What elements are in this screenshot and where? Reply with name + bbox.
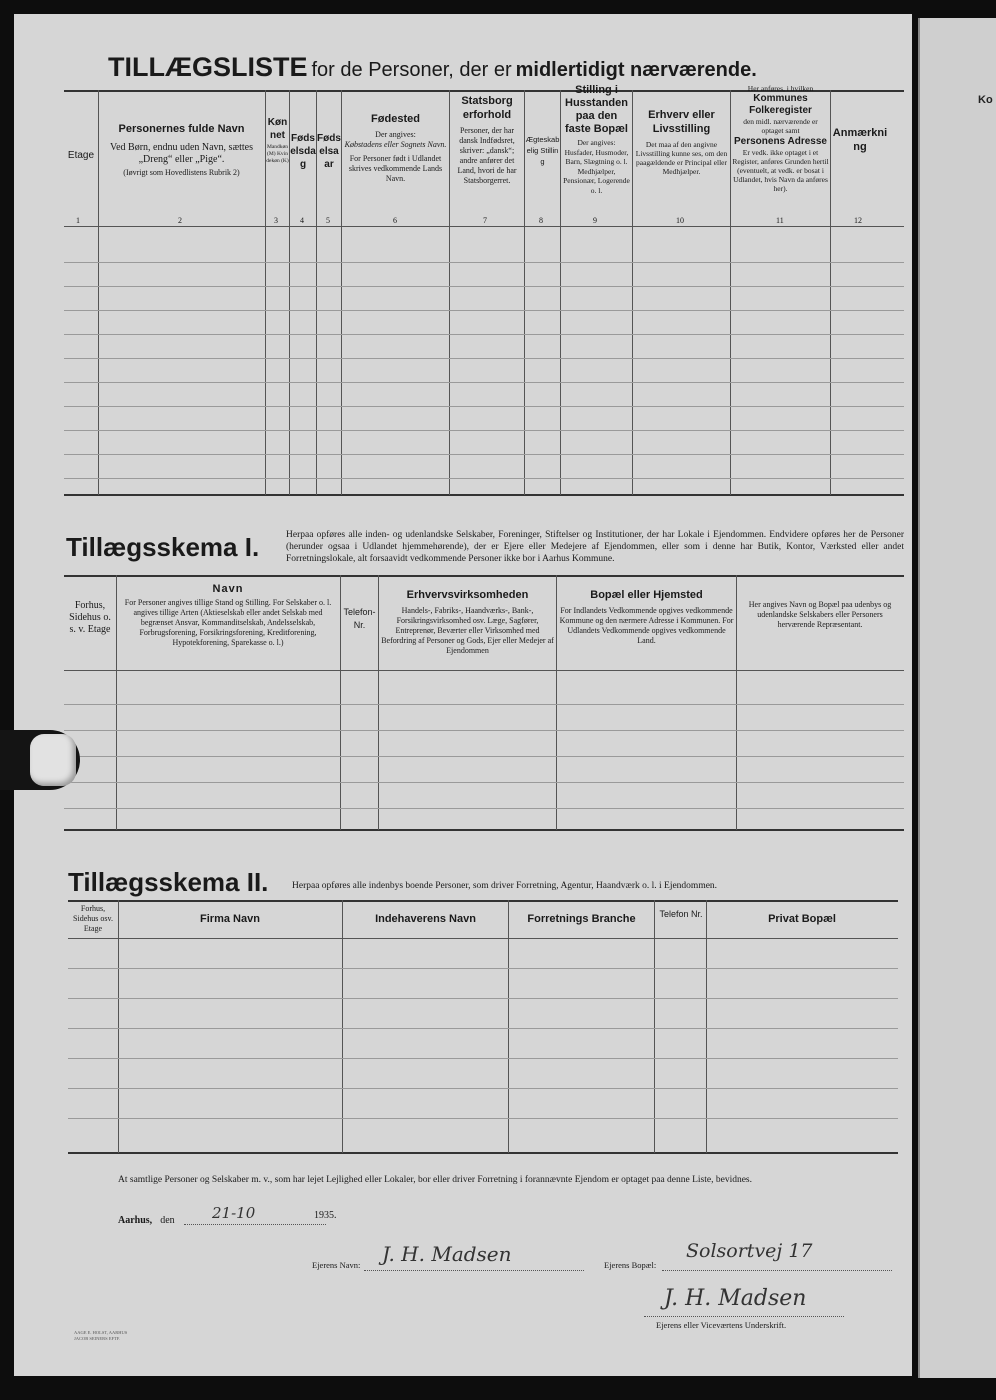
adjacent-page xyxy=(918,18,996,1378)
s1-col-residence-sub: For Indlandets Vedkommende opgives vedkommende Kommune og den nærmere Adresse i Kommunen. For Udlandets Vedkommende opgives vedkommende Land. xyxy=(559,606,734,645)
t1-col-birthplace xyxy=(344,112,447,184)
main-title-bold: TILLÆGSLISTE xyxy=(108,52,308,82)
t1-row-line xyxy=(64,478,904,479)
t1-col-name-note: (Iøvrigt som Hovedlistens Rubrik 2) xyxy=(123,168,240,177)
t1-row-line xyxy=(64,286,904,287)
s1-vline xyxy=(736,575,737,830)
s2-col-phone: Telefon Nr. xyxy=(659,909,703,919)
s2-row-line xyxy=(68,1088,898,1089)
t1-colnum: 2 xyxy=(178,216,182,225)
t1-col-birthplace-title: Fødested xyxy=(371,113,420,125)
t1-col-etage: Etage xyxy=(67,150,95,161)
s1-row-line xyxy=(64,756,904,757)
t1-colnum: 10 xyxy=(676,216,684,225)
s2-vline xyxy=(118,900,119,1153)
binder-clip-knob xyxy=(30,734,76,786)
t1-col-name xyxy=(100,122,263,178)
s2-vline xyxy=(654,900,655,1153)
s1-col-business-sub: Handels-, Fabriks-, Haandværks-, Bank-, Forsikringsvirksomhed osv. Læge, Sagfører, Entreprenør, Beværter eller Virksomhed med Befordring af Personer og Gods, Ejer eller Medejer af Ejendommen xyxy=(381,606,554,655)
t1-col-household-title: Stilling i Husstanden paa den faste Bopæl xyxy=(565,84,628,135)
s1-col-name xyxy=(118,582,338,648)
form-page xyxy=(14,14,912,1376)
s1-vline xyxy=(340,575,341,830)
s2-intro: Herpaa opføres alle indenbys boende Personer, som driver Forretning, Agentur, Haandværk o. l. i Ejendommen. xyxy=(292,881,718,891)
s2-row-line xyxy=(68,998,898,999)
t1-col-occupation-sub: Det maa af den angivne Livsstilling kunne ses, om den paagældende er Principal eller Medhjælper. xyxy=(635,140,728,176)
t1-colnum: 9 xyxy=(593,216,597,225)
year-label: 1935. xyxy=(314,1210,337,1221)
s1-row-line xyxy=(64,782,904,783)
t1-colnum: 8 xyxy=(539,216,543,225)
s2-row-line xyxy=(68,1058,898,1059)
s2-header-bottom xyxy=(68,938,898,939)
t1-col-register xyxy=(732,84,829,193)
main-title-mid: for de Personer, der er xyxy=(311,59,512,81)
t1-col-register-sub: Er vedk. ikke optaget i et Register, anføres Grunden hertil (eventuelt, at vedk. er bosat i Udlandet, hvis Navn da anføres her). xyxy=(732,148,829,193)
s1-row-line xyxy=(64,730,904,731)
t1-colnum: 6 xyxy=(393,216,397,225)
attestation-text: At samtlige Personer og Selskaber m. v., som har lejet Lejlighed eller Lokaler, bor eller driver Forretning i forannævnte Ejendom er optaget paa denne Liste, bevidnes. xyxy=(118,1175,752,1185)
owner-name-handwritten: J. H. Madsen xyxy=(382,1242,512,1266)
t1-col-occupation-title: Erhverv eller Livsstilling xyxy=(648,109,715,135)
t1-col-occupation xyxy=(634,108,729,176)
s2-col-branch: Forretnings Branche xyxy=(527,913,636,925)
owner-name-label: Ejerens Navn: xyxy=(312,1260,361,1270)
t1-colnum: 5 xyxy=(326,216,330,225)
adjacent-page-fragment: Ko xyxy=(978,94,993,106)
t1-col-citizenship xyxy=(451,94,523,186)
t1-vline xyxy=(560,90,561,495)
s1-col-residence xyxy=(558,588,735,646)
main-title xyxy=(108,52,908,83)
t1-col-birthplace-sub1: Der angives: xyxy=(375,130,416,139)
s2-col-floor: Forhus, Sidehus osv. Etage xyxy=(73,904,113,933)
s2-row-line xyxy=(68,1118,898,1119)
t1-row-line xyxy=(64,334,904,335)
s1-header-bottom xyxy=(64,670,904,671)
t1-col-register-title: Kommunes Folkeregister xyxy=(749,93,812,116)
t1-colnum: 1 xyxy=(76,216,80,225)
t1-col-birthyear: Fødselsaar xyxy=(317,133,341,170)
t1-col-birthplace-sub3: For Personer født i Udlandet skrives vedkommende Lands Navn. xyxy=(348,154,443,183)
t1-row-line xyxy=(64,430,904,431)
date-dots xyxy=(184,1224,326,1225)
city-label: Aarhus, xyxy=(118,1215,153,1226)
t1-col-household-sub: Der angives: Husfader, Husmoder, Barn, Slægtning o. l. Medhjælper, Pensionær, Logerende o. l. xyxy=(563,138,630,195)
t1-col-register-pre: Her anføres, i hvilken xyxy=(747,84,814,93)
t1-col-citizenship-title: Statsborgerforhold xyxy=(461,95,513,121)
t1-col-name-sub: Ved Børn, endnu uden Navn, sættes „Dreng“ eller „Pige“. xyxy=(109,142,254,165)
s1-col-phone: Telefon-Nr. xyxy=(343,607,376,630)
t1-colnum: 4 xyxy=(300,216,304,225)
s1-col-floor: Forhus, Sidehus o. s. v. Etage xyxy=(69,600,111,635)
main-title-bold2: midlertidigt nærværende. xyxy=(515,59,757,81)
owner-address-dots xyxy=(662,1270,892,1271)
s2-vline xyxy=(342,900,343,1153)
signature-handwritten: J. H. Madsen xyxy=(664,1286,807,1311)
t1-col-birthday: Fødselsdag xyxy=(290,133,316,170)
den-label: den xyxy=(160,1215,175,1226)
s2-row-line xyxy=(68,1028,898,1029)
t1-row-line xyxy=(64,454,904,455)
s2-bottom-rule xyxy=(68,1152,898,1154)
s2-top-rule xyxy=(68,900,898,902)
s1-row-line xyxy=(64,808,904,809)
t1-vline xyxy=(730,90,731,495)
s1-vline xyxy=(378,575,379,830)
s2-row-line xyxy=(68,968,898,969)
owner-name-dots xyxy=(364,1270,584,1271)
t1-vline xyxy=(449,90,450,495)
printer-imprint: AAGE E. HOLST, AARHUS JACOB SEINERS EFTF. xyxy=(74,1330,128,1341)
s1-col-name-title: Navn xyxy=(212,583,244,595)
t1-col-birthplace-sub2: Købstadens eller Sognets Navn. xyxy=(344,140,447,149)
t1-col-name-title: Personernes fulde Navn xyxy=(118,123,245,135)
t1-row-line xyxy=(64,382,904,383)
t1-col-gender-sub: Mandkøn (M) Kvindekøn (K) xyxy=(266,144,289,164)
t1-col-gender-title: Kønnet xyxy=(267,117,288,141)
t1-col-register-mid: den midl. nærværende er optaget samt xyxy=(743,117,818,135)
signature-label: Ejerens eller Viceværtens Underskrift. xyxy=(656,1320,787,1330)
s1-col-name-sub: For Personer angives tillige Stand og Stilling. For Selskaber o. l. angives tillige Arten (Aktieselskab eller andet Selskab med begrænset Ansvar, Kommanditselskab, Andelsselskab, Forbrugsforening, Forsikringsforening, Kreditforening, Hypotekforening, Sparekasse o. l.) xyxy=(124,598,332,647)
t1-bottom-rule xyxy=(64,494,904,496)
t1-header-bottom xyxy=(64,226,904,227)
s1-vline xyxy=(116,575,117,830)
t1-row-line xyxy=(64,262,904,263)
s1-col-business xyxy=(380,588,555,656)
t1-vline xyxy=(98,90,99,495)
s2-vline xyxy=(508,900,509,1153)
s1-col-representative: Her angives Navn og Bopæl paa udenbys og udenlandske Selskabers eller Personers herværende Repræsentant. xyxy=(748,600,892,629)
s1-intro: Herpaa opføres alle inden- og udenlandske Selskaber, Foreninger, Stiftelser og Institutioner, der har Lokale i Ejendommen. Endvidere opføres her de Personer (herunder ogsaa i Udlandet hjemmehørende), der er Ejere eller Medejere af Ejendommen, eller som i denne har Butik, Kontor, Værksted eller andet Forretningslokale, alt forsaavidt vedkommende Personer ikke bor i Aarhus Kommune. xyxy=(286,530,904,564)
s1-title: Tillægsskema I. xyxy=(66,532,260,562)
t1-colnum: 12 xyxy=(854,216,862,225)
t1-row-line xyxy=(64,358,904,359)
s1-col-business-title: Erhvervsvirksomheden xyxy=(406,589,529,601)
t1-colnum: 3 xyxy=(274,216,278,225)
t1-colnum: 7 xyxy=(483,216,487,225)
s1-row-line xyxy=(64,704,904,705)
signature-dots xyxy=(644,1316,844,1317)
s1-bottom-rule xyxy=(64,829,904,831)
t1-col-citizenship-sub: Personer, der har dansk Indfødsret, skriver: „dansk“; andre anfører det Land, hvori de har Statsborgerret. xyxy=(457,126,517,185)
t1-col-marital: Ægteskabelig Stilling xyxy=(525,135,560,166)
t1-vline xyxy=(632,90,633,495)
s1-vline xyxy=(556,575,557,830)
s2-col-firm: Firma Navn xyxy=(200,913,260,925)
s1-col-residence-title: Bopæl eller Hjemsted xyxy=(590,589,703,601)
t1-row-line xyxy=(64,310,904,311)
s1-top-rule xyxy=(64,575,904,577)
t1-col-register-title2: Personens Adresse xyxy=(733,136,827,147)
t1-col-remarks: Anmærkning xyxy=(832,127,888,153)
t1-row-line xyxy=(64,406,904,407)
owner-address-label: Ejerens Bopæl: xyxy=(604,1260,657,1270)
s2-title: Tillægsskema II. xyxy=(68,867,269,897)
s2-col-owner: Indehaverens Navn xyxy=(375,913,476,925)
t1-vline xyxy=(830,90,831,495)
owner-address-handwritten: Solsortvej 17 xyxy=(686,1240,813,1262)
s2-col-private: Privat Bopæl xyxy=(768,913,836,925)
date-handwritten: 21-10 xyxy=(212,1204,256,1222)
t1-colnum: 11 xyxy=(776,216,784,225)
s2-vline xyxy=(706,900,707,1153)
t1-col-gender xyxy=(266,116,289,165)
t1-vline xyxy=(341,90,342,495)
t1-col-household xyxy=(562,84,631,195)
